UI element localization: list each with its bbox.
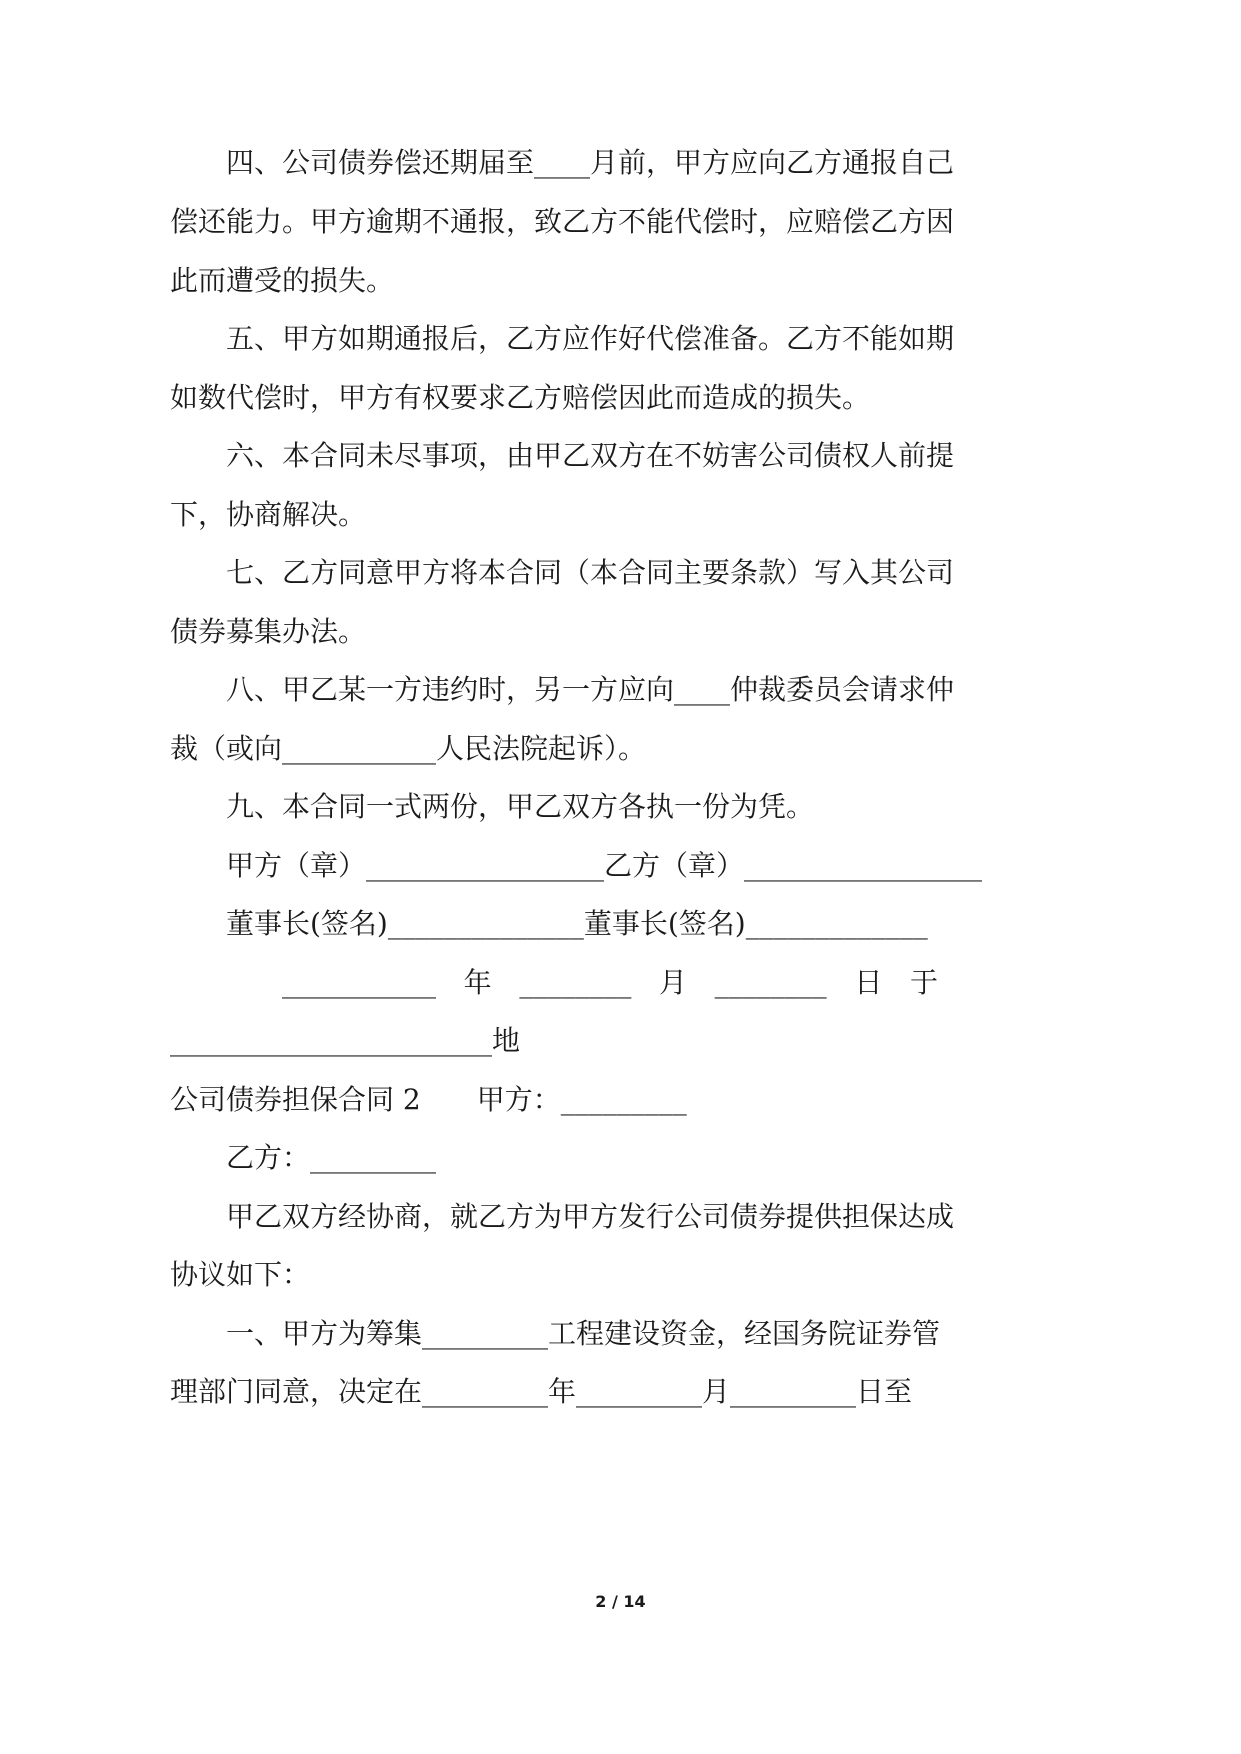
- paragraph-line: 债券募集办法。: [170, 615, 367, 648]
- paragraph-line: 四、公司债券偿还期届至____月前，甲方应向乙方通报自己: [226, 146, 955, 179]
- date-word: 日: [854, 966, 883, 999]
- date-word: 年: [463, 966, 492, 999]
- date-blank-month: ________: [519, 966, 632, 999]
- paragraph-line: 协议如下：: [170, 1258, 311, 1291]
- contract-title: 公司债券担保合同 2 甲方：_________: [170, 1083, 687, 1116]
- paragraph-line: 裁（或向___________人民法院起诉）。: [170, 732, 647, 765]
- date-blank-year: ___________: [282, 966, 436, 999]
- date-word: 月: [658, 966, 687, 999]
- page-number: 2 / 14: [595, 1592, 646, 1611]
- paragraph-line: 七、乙方同意甲方将本合同（本合同主要条款）写入其公司: [226, 556, 955, 589]
- paragraph-line: 六、本合同未尽事项，由甲乙双方在不妨害公司债权人前提: [226, 439, 955, 472]
- paragraph-line: 下，协商解决。: [170, 498, 367, 531]
- paragraph-line: 此而遭受的损失。: [170, 264, 395, 297]
- party-b-line: 乙方：_________: [226, 1141, 437, 1174]
- date-line: [282, 963, 938, 1003]
- paragraph-line: 五、甲方如期通报后，乙方应作好代偿准备。乙方不能如期: [226, 322, 955, 355]
- paragraph-line: 偿还能力。甲方逾期不通报，致乙方不能代偿时，应赔偿乙方因: [170, 205, 955, 238]
- paragraph-line: 甲乙双方经协商，就乙方为甲方发行公司债券提供担保达成: [226, 1200, 955, 1233]
- date-blank-day: ________: [714, 966, 827, 999]
- paragraph-line: 八、甲乙某一方违约时，另一方应向____仲裁委员会请求仲: [226, 673, 955, 706]
- place-line: _______________________地: [170, 1024, 521, 1057]
- paragraph-line: 理部门同意，决定在_________年_________月_________日至: [170, 1375, 913, 1408]
- date-word: 于: [909, 966, 938, 999]
- paragraph-line: 九、本合同一式两份，甲乙双方各执一份为凭。: [226, 790, 815, 823]
- signature-line-seal: 甲方（章）_________________乙方（章）_________________: [226, 849, 983, 882]
- paragraph-line: 一、甲方为筹集_________工程建设资金，经国务院证券管: [226, 1317, 941, 1350]
- signature-line-chairman: 董事长(签名)______________董事长(签名)_____________: [226, 907, 928, 940]
- paragraph-line: 如数代偿时，甲方有权要求乙方赔偿因此而造成的损失。: [170, 381, 871, 414]
